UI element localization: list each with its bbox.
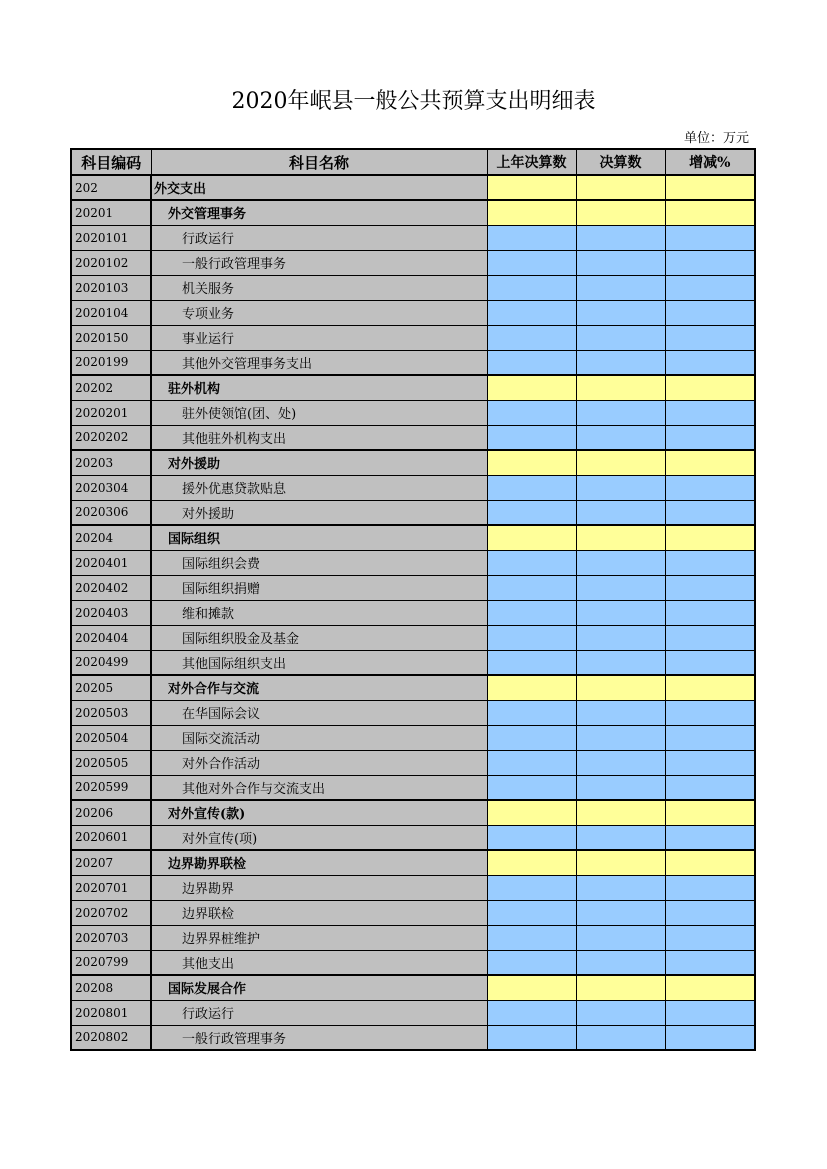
header-prev-final: 上年决算数 [487, 149, 576, 175]
final-cell[interactable] [576, 350, 665, 375]
row-name: 援外优惠贷款贴息 [151, 475, 487, 500]
change-cell[interactable] [665, 175, 755, 200]
change-cell[interactable] [665, 675, 755, 700]
change-cell[interactable] [665, 1000, 755, 1025]
prev-final-cell[interactable] [487, 850, 576, 875]
table-row [71, 800, 755, 825]
row-name: 其他外交管理事务支出 [151, 350, 487, 375]
change-cell[interactable] [665, 825, 755, 850]
row-code: 20205 [71, 675, 151, 700]
row-code: 20208 [71, 975, 151, 1000]
change-cell[interactable] [665, 900, 755, 925]
row-code: 20207 [71, 850, 151, 875]
row-name: 其他驻外机构支出 [151, 425, 487, 450]
change-cell[interactable] [665, 750, 755, 775]
prev-final-cell[interactable] [487, 675, 576, 700]
row-code: 2020403 [71, 600, 151, 625]
row-name: 机关服务 [151, 275, 487, 300]
budget-table [70, 148, 756, 1051]
change-cell[interactable] [665, 775, 755, 800]
row-name: 专项业务 [151, 300, 487, 325]
row-code: 2020703 [71, 925, 151, 950]
row-name: 国际组织捐赠 [151, 575, 487, 600]
table-row [71, 375, 755, 400]
row-code: 20206 [71, 800, 151, 825]
row-code: 20204 [71, 525, 151, 550]
final-cell[interactable] [576, 725, 665, 750]
table-row [71, 225, 755, 250]
prev-final-cell[interactable] [487, 725, 576, 750]
row-code: 2020404 [71, 625, 151, 650]
final-cell[interactable] [576, 275, 665, 300]
final-cell[interactable] [576, 300, 665, 325]
row-name: 国际发展合作 [151, 975, 487, 1000]
final-cell[interactable] [576, 875, 665, 900]
change-cell[interactable] [665, 450, 755, 475]
row-code: 2020799 [71, 950, 151, 975]
prev-final-cell[interactable] [487, 900, 576, 925]
final-cell[interactable] [576, 600, 665, 625]
final-cell[interactable] [576, 250, 665, 275]
row-name: 其他支出 [151, 950, 487, 975]
row-name: 对外宣传(款) [151, 800, 487, 825]
final-cell[interactable] [576, 450, 665, 475]
row-code: 2020802 [71, 1025, 151, 1050]
table-body [71, 175, 755, 1050]
change-cell[interactable] [665, 625, 755, 650]
final-cell[interactable] [576, 950, 665, 975]
table-header-row [71, 149, 755, 175]
change-cell[interactable] [665, 375, 755, 400]
final-cell[interactable] [576, 325, 665, 350]
header-final: 决算数 [576, 149, 665, 175]
row-name: 一般行政管理事务 [151, 1025, 487, 1050]
table-row [71, 950, 755, 975]
row-name: 对外合作与交流 [151, 675, 487, 700]
final-cell[interactable] [576, 975, 665, 1000]
final-cell[interactable] [576, 800, 665, 825]
row-name: 边界界桩维护 [151, 925, 487, 950]
row-name: 对外合作活动 [151, 750, 487, 775]
row-name: 驻外使领馆(团、处) [151, 400, 487, 425]
prev-final-cell[interactable] [487, 975, 576, 1000]
final-cell[interactable] [576, 475, 665, 500]
table-row [71, 500, 755, 525]
final-cell[interactable] [576, 850, 665, 875]
prev-final-cell[interactable] [487, 650, 576, 675]
row-name: 外交支出 [151, 175, 487, 200]
row-name: 对外援助 [151, 450, 487, 475]
header-code: 科目编码 [71, 149, 151, 175]
row-code: 2020104 [71, 300, 151, 325]
final-cell[interactable] [576, 425, 665, 450]
row-name: 国际组织 [151, 525, 487, 550]
prev-final-cell[interactable] [487, 375, 576, 400]
row-code: 2020402 [71, 575, 151, 600]
row-code: 2020199 [71, 350, 151, 375]
prev-final-cell[interactable] [487, 875, 576, 900]
row-code: 2020201 [71, 400, 151, 425]
change-cell[interactable] [665, 725, 755, 750]
final-cell[interactable] [576, 750, 665, 775]
prev-final-cell[interactable] [487, 275, 576, 300]
final-cell[interactable] [576, 825, 665, 850]
table-row [71, 700, 755, 725]
prev-final-cell[interactable] [487, 1000, 576, 1025]
prev-final-cell[interactable] [487, 750, 576, 775]
table-row [71, 525, 755, 550]
table-row [71, 675, 755, 700]
row-code: 2020103 [71, 275, 151, 300]
row-name: 其他对外合作与交流支出 [151, 775, 487, 800]
prev-final-cell[interactable] [487, 475, 576, 500]
change-cell[interactable] [665, 525, 755, 550]
row-code: 2020202 [71, 425, 151, 450]
change-cell[interactable] [665, 875, 755, 900]
change-cell[interactable] [665, 925, 755, 950]
prev-final-cell[interactable] [487, 400, 576, 425]
change-cell[interactable] [665, 250, 755, 275]
table-row [71, 575, 755, 600]
row-code: 2020306 [71, 500, 151, 525]
change-cell[interactable] [665, 550, 755, 575]
header-change: 增减% [665, 149, 755, 175]
row-code: 20202 [71, 375, 151, 400]
final-cell[interactable] [576, 375, 665, 400]
final-cell[interactable] [576, 650, 665, 675]
table-row [71, 350, 755, 375]
row-code: 2020801 [71, 1000, 151, 1025]
row-code: 2020505 [71, 750, 151, 775]
change-cell[interactable] [665, 975, 755, 1000]
row-code: 2020102 [71, 250, 151, 275]
table-row [71, 300, 755, 325]
row-name: 行政运行 [151, 1000, 487, 1025]
row-code: 2020599 [71, 775, 151, 800]
row-name: 驻外机构 [151, 375, 487, 400]
prev-final-cell[interactable] [487, 800, 576, 825]
prev-final-cell[interactable] [487, 575, 576, 600]
change-cell[interactable] [665, 400, 755, 425]
prev-final-cell[interactable] [487, 500, 576, 525]
prev-final-cell[interactable] [487, 550, 576, 575]
prev-final-cell[interactable] [487, 175, 576, 200]
row-code: 2020401 [71, 550, 151, 575]
change-cell[interactable] [665, 850, 755, 875]
row-name: 国际交流活动 [151, 725, 487, 750]
prev-final-cell[interactable] [487, 825, 576, 850]
prev-final-cell[interactable] [487, 450, 576, 475]
change-cell[interactable] [665, 200, 755, 225]
final-cell[interactable] [576, 675, 665, 700]
change-cell[interactable] [665, 950, 755, 975]
row-name: 在华国际会议 [151, 700, 487, 725]
table-row [71, 725, 755, 750]
page-title: 2020年岷县一般公共预算支出明细表 [231, 89, 596, 114]
row-name: 对外宣传(项) [151, 825, 487, 850]
final-cell[interactable] [576, 575, 665, 600]
final-cell[interactable] [576, 525, 665, 550]
table-row [71, 900, 755, 925]
prev-final-cell[interactable] [487, 300, 576, 325]
table-row [71, 550, 755, 575]
row-name: 边界联检 [151, 900, 487, 925]
prev-final-cell[interactable] [487, 925, 576, 950]
row-code: 2020601 [71, 825, 151, 850]
row-code: 20201 [71, 200, 151, 225]
prev-final-cell[interactable] [487, 525, 576, 550]
table-row [71, 650, 755, 675]
row-name: 外交管理事务 [151, 200, 487, 225]
change-cell[interactable] [665, 350, 755, 375]
row-code: 2020702 [71, 900, 151, 925]
prev-final-cell[interactable] [487, 625, 576, 650]
change-cell[interactable] [665, 700, 755, 725]
table-row [71, 250, 755, 275]
table-row [71, 775, 755, 800]
row-name: 行政运行 [151, 225, 487, 250]
final-cell[interactable] [576, 550, 665, 575]
table-row [71, 975, 755, 1000]
final-cell[interactable] [576, 700, 665, 725]
final-cell[interactable] [576, 625, 665, 650]
row-name: 边界勘界联检 [151, 850, 487, 875]
row-name: 国际组织股金及基金 [151, 625, 487, 650]
table-row [71, 825, 755, 850]
prev-final-cell[interactable] [487, 425, 576, 450]
prev-final-cell[interactable] [487, 200, 576, 225]
final-cell[interactable] [576, 400, 665, 425]
change-cell[interactable] [665, 1025, 755, 1050]
row-name: 对外援助 [151, 500, 487, 525]
prev-final-cell[interactable] [487, 325, 576, 350]
table-row [71, 175, 755, 200]
prev-final-cell[interactable] [487, 950, 576, 975]
header-name: 科目名称 [151, 149, 487, 175]
final-cell[interactable] [576, 175, 665, 200]
prev-final-cell[interactable] [487, 700, 576, 725]
change-cell[interactable] [665, 500, 755, 525]
row-name: 边界勘界 [151, 875, 487, 900]
table-row [71, 1000, 755, 1025]
row-code: 2020701 [71, 875, 151, 900]
change-cell[interactable] [665, 650, 755, 675]
table-row [71, 750, 755, 775]
table-row [71, 450, 755, 475]
table-row [71, 875, 755, 900]
table-row [71, 275, 755, 300]
final-cell[interactable] [576, 1025, 665, 1050]
change-cell[interactable] [665, 425, 755, 450]
row-name: 事业运行 [151, 325, 487, 350]
table-row [71, 625, 755, 650]
final-cell[interactable] [576, 925, 665, 950]
table-row [71, 475, 755, 500]
change-cell[interactable] [665, 325, 755, 350]
prev-final-cell[interactable] [487, 225, 576, 250]
table-row [71, 400, 755, 425]
prev-final-cell[interactable] [487, 350, 576, 375]
row-code: 2020304 [71, 475, 151, 500]
table-row [71, 1025, 755, 1050]
table-row [71, 850, 755, 875]
row-name: 国际组织会费 [151, 550, 487, 575]
row-code: 202 [71, 175, 151, 200]
final-cell[interactable] [576, 500, 665, 525]
change-cell[interactable] [665, 225, 755, 250]
change-cell[interactable] [665, 275, 755, 300]
prev-final-cell[interactable] [487, 775, 576, 800]
prev-final-cell[interactable] [487, 250, 576, 275]
change-cell[interactable] [665, 475, 755, 500]
change-cell[interactable] [665, 600, 755, 625]
prev-final-cell[interactable] [487, 1025, 576, 1050]
row-code: 2020499 [71, 650, 151, 675]
final-cell[interactable] [576, 225, 665, 250]
change-cell[interactable] [665, 300, 755, 325]
prev-final-cell[interactable] [487, 600, 576, 625]
final-cell[interactable] [576, 900, 665, 925]
unit-label: 单位：万元 [683, 131, 749, 146]
final-cell[interactable] [576, 200, 665, 225]
row-code: 2020503 [71, 700, 151, 725]
row-code: 20203 [71, 450, 151, 475]
table-row [71, 425, 755, 450]
final-cell[interactable] [576, 775, 665, 800]
table-row [71, 325, 755, 350]
table-row [71, 200, 755, 225]
row-name: 维和摊款 [151, 600, 487, 625]
table-row [71, 925, 755, 950]
row-name: 其他国际组织支出 [151, 650, 487, 675]
row-name: 一般行政管理事务 [151, 250, 487, 275]
change-cell[interactable] [665, 800, 755, 825]
row-code: 2020101 [71, 225, 151, 250]
change-cell[interactable] [665, 575, 755, 600]
table-row [71, 600, 755, 625]
row-code: 2020504 [71, 725, 151, 750]
row-code: 2020150 [71, 325, 151, 350]
final-cell[interactable] [576, 1000, 665, 1025]
